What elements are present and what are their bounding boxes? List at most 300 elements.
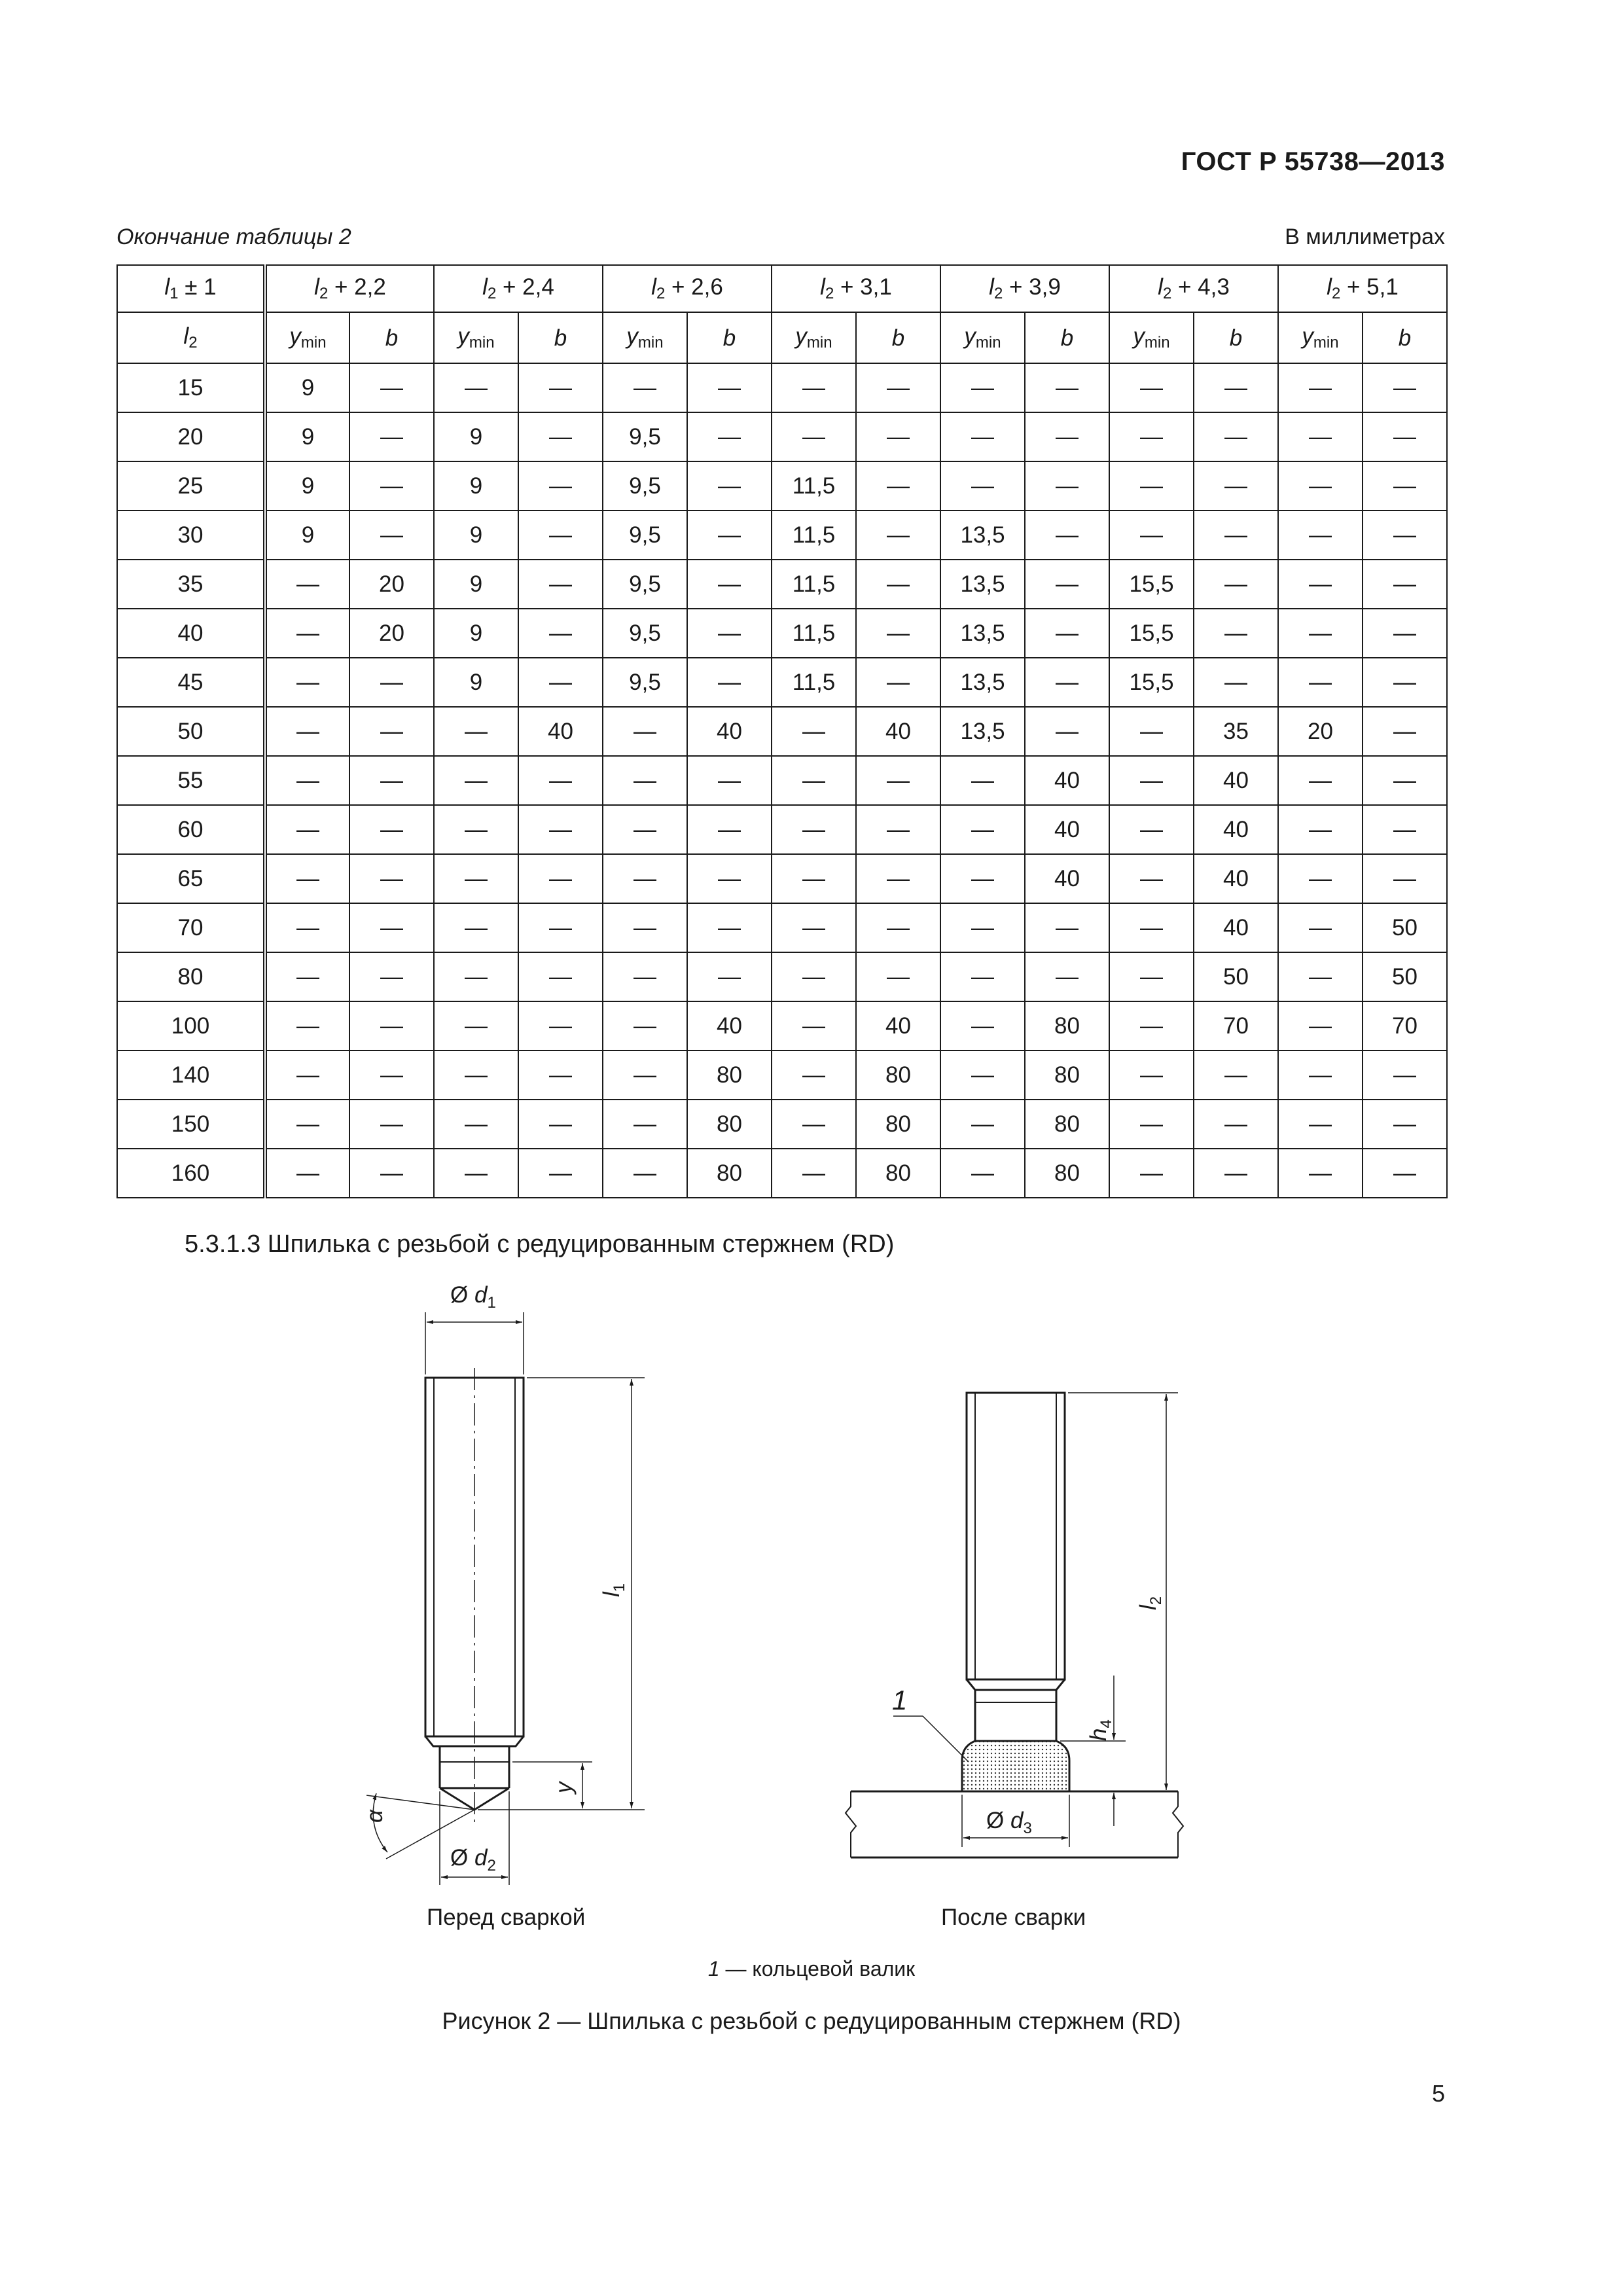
table-cell: —	[1025, 511, 1109, 560]
d1-label: Ø $d_1$	[450, 1282, 496, 1312]
table-cell: —	[434, 1149, 518, 1198]
row-l2-value: 15	[117, 363, 265, 412]
table-cell: —	[1278, 952, 1363, 1001]
table-cell: 50	[1363, 952, 1447, 1001]
table-cell: —	[603, 903, 687, 952]
y-label: y	[551, 1782, 577, 1793]
table-cell: —	[940, 854, 1025, 903]
table-cell: —	[1363, 756, 1447, 805]
table-cell: —	[518, 1001, 603, 1050]
table-cell: —	[265, 1001, 349, 1050]
table-cell: —	[518, 609, 603, 658]
table-row	[117, 1001, 1447, 1050]
symbol: l	[314, 274, 319, 300]
table-cell: —	[1109, 511, 1194, 560]
symbol-subscript: min	[806, 334, 832, 351]
table-cell: —	[434, 952, 518, 1001]
table-cell: 11,5	[772, 511, 856, 560]
table-cell: —	[434, 1050, 518, 1100]
symbol: y	[626, 323, 638, 349]
table-cell: —	[687, 658, 772, 707]
table-cell: —	[518, 412, 603, 461]
table-cell: —	[856, 952, 940, 1001]
symbol: b	[385, 325, 399, 351]
table-cell: —	[1278, 1050, 1363, 1100]
row-l2-value: 40	[117, 609, 265, 658]
table-cell: —	[349, 854, 434, 903]
table-cell: —	[687, 363, 772, 412]
table-cell: —	[518, 903, 603, 952]
table-cell: —	[1025, 461, 1109, 511]
row-l2-value: 50	[117, 707, 265, 756]
table-cell: 13,5	[940, 511, 1025, 560]
table-cell: —	[687, 756, 772, 805]
table-cell: —	[687, 903, 772, 952]
table-cell: 9,5	[603, 412, 687, 461]
table-cell: 40	[856, 1001, 940, 1050]
table-cell: —	[687, 854, 772, 903]
row-l2-value: 45	[117, 658, 265, 707]
table-cell: —	[1025, 609, 1109, 658]
table-cell: 11,5	[772, 461, 856, 511]
header-ymin	[434, 312, 518, 363]
table-cell: —	[1025, 952, 1109, 1001]
table-cell: —	[518, 511, 603, 560]
table-cell: —	[349, 1100, 434, 1149]
table-cell: 13,5	[940, 707, 1025, 756]
table-cell: 40	[1025, 805, 1109, 854]
table-cell: 13,5	[940, 658, 1025, 707]
table-row	[117, 854, 1447, 903]
table-cell: —	[1025, 412, 1109, 461]
header-b	[1194, 312, 1278, 363]
table-cell: —	[1025, 560, 1109, 609]
table-row	[117, 560, 1447, 609]
row-l2-value: 80	[117, 952, 265, 1001]
symbol-subscript: min	[1313, 334, 1339, 351]
table-cell: —	[1363, 609, 1447, 658]
table-cell: —	[518, 854, 603, 903]
table-cell: —	[1109, 756, 1194, 805]
table-cell: 80	[1025, 1100, 1109, 1149]
symbol-subscript: min	[637, 334, 664, 351]
header-ymin	[1278, 312, 1363, 363]
table-cell: —	[856, 412, 940, 461]
table-row	[117, 707, 1447, 756]
table-cell: —	[265, 1100, 349, 1149]
table-cell: —	[1363, 854, 1447, 903]
figure-legend	[0, 1957, 1623, 1981]
table-cell: —	[856, 461, 940, 511]
table-cell: 9,5	[603, 658, 687, 707]
table-cell: —	[687, 412, 772, 461]
table-cell: —	[940, 903, 1025, 952]
table-cell: 70	[1194, 1001, 1278, 1050]
table-cell: —	[1363, 1100, 1447, 1149]
figure-title: Рисунок 2 — Шпилька с резьбой с редуцированным стержнем (RD)	[442, 2007, 1181, 2034]
table-cell: —	[940, 1001, 1025, 1050]
legend-number: 1	[707, 1957, 720, 1981]
table-row	[117, 952, 1447, 1001]
table-cell: 40	[856, 707, 940, 756]
table-row	[117, 609, 1447, 658]
table-cell: —	[687, 805, 772, 854]
table-cell: —	[856, 363, 940, 412]
table-cell: —	[1194, 461, 1278, 511]
table-cell: —	[1194, 363, 1278, 412]
table-cell: —	[1194, 560, 1278, 609]
table-cell: —	[349, 903, 434, 952]
table-cell: —	[349, 756, 434, 805]
table-cell: —	[772, 756, 856, 805]
table-cell: 9	[265, 511, 349, 560]
table-cell: —	[265, 1149, 349, 1198]
table-cell: —	[940, 461, 1025, 511]
table-cell: —	[603, 805, 687, 854]
table-cell: —	[349, 412, 434, 461]
table-cell: —	[772, 707, 856, 756]
table-cell: —	[1278, 1100, 1363, 1149]
legend-text: — кольцевой валик	[719, 1957, 916, 1981]
table-cell: 40	[1194, 805, 1278, 854]
table-units-caption: В миллиметрах	[1285, 224, 1445, 249]
header-group-1: $l_2 + 2,2$	[265, 265, 434, 312]
symbol-subscript: 1	[169, 285, 179, 302]
header-group-3: $l_2 + 2,6$	[603, 265, 772, 312]
row-l2-value: 30	[117, 511, 265, 560]
symbol: y	[289, 323, 301, 349]
table-row	[117, 511, 1447, 560]
table-cell: —	[518, 952, 603, 1001]
table-cell: 9	[265, 461, 349, 511]
table-cell: 80	[856, 1100, 940, 1149]
table-cell: —	[856, 560, 940, 609]
l2-label: $l_2$	[1135, 1596, 1165, 1610]
symbol: y	[795, 323, 807, 349]
table-cell: —	[434, 363, 518, 412]
table-cell: —	[518, 805, 603, 854]
table-cell: —	[1363, 1050, 1447, 1100]
table-cell: —	[1363, 805, 1447, 854]
table-row	[117, 412, 1447, 461]
table-cell: —	[349, 363, 434, 412]
table-cell: —	[1109, 854, 1194, 903]
header-ymin	[1109, 312, 1194, 363]
stud-figure	[0, 1276, 1623, 1931]
table-cell: —	[772, 1149, 856, 1198]
table-cell: —	[1278, 1149, 1363, 1198]
header-b	[1363, 312, 1447, 363]
table-cell: —	[265, 658, 349, 707]
table-cell: 15,5	[1109, 609, 1194, 658]
header-group-2: $l_2 + 2,4$	[434, 265, 603, 312]
table-cell: —	[1109, 903, 1194, 952]
table-row	[117, 805, 1447, 854]
table-cell: —	[434, 1001, 518, 1050]
table-cell: —	[603, 363, 687, 412]
table-cell: —	[603, 1001, 687, 1050]
table-cell: —	[434, 903, 518, 952]
symbol: b	[1398, 325, 1412, 351]
header-group-4: $l_2 + 3,1$	[772, 265, 940, 312]
table-cell: 20	[349, 560, 434, 609]
table-cell: —	[518, 363, 603, 412]
table-cell: —	[1278, 609, 1363, 658]
header-b	[856, 312, 940, 363]
header-row-subcols	[117, 312, 1447, 363]
callout-1-label: 1	[892, 1685, 908, 1715]
table-cell: —	[349, 805, 434, 854]
table-cell: 80	[1025, 1149, 1109, 1198]
table-cell: —	[1194, 658, 1278, 707]
table-cell: —	[687, 609, 772, 658]
table-cell: 70	[1363, 1001, 1447, 1050]
table-cell: —	[1194, 609, 1278, 658]
table-cell: —	[1194, 1100, 1278, 1149]
header-b	[518, 312, 603, 363]
symbol: l	[164, 274, 170, 300]
table-cell: —	[518, 658, 603, 707]
table-cell: —	[434, 756, 518, 805]
table-cell: —	[349, 658, 434, 707]
table-cell: —	[349, 1149, 434, 1198]
symbol: l	[482, 274, 488, 300]
before-welding-label: Перед сваркой	[427, 1905, 586, 1930]
table-cell: —	[603, 756, 687, 805]
table-cell: —	[940, 952, 1025, 1001]
header-l1: $l_1 \pm 1$	[117, 265, 265, 312]
symbol-subscript: 2	[1162, 285, 1172, 302]
table-cell: —	[856, 658, 940, 707]
table-cell: —	[1194, 1050, 1278, 1100]
table-cell: —	[1194, 412, 1278, 461]
table-cell: 9	[434, 461, 518, 511]
table-row	[117, 756, 1447, 805]
header-b	[349, 312, 434, 363]
table-cell: —	[603, 1050, 687, 1100]
symbol: y	[457, 323, 469, 349]
table-row	[117, 1100, 1447, 1149]
table-cell: —	[940, 1050, 1025, 1100]
table-cell: —	[1363, 658, 1447, 707]
table-cell: 40	[1194, 756, 1278, 805]
table-cell: —	[856, 511, 940, 560]
table-cell: —	[603, 952, 687, 1001]
symbol: y	[1302, 323, 1313, 349]
table-cell: —	[603, 707, 687, 756]
symbol: y	[1133, 323, 1145, 349]
section-heading: 5.3.1.3 Шпилька с резьбой с редуцированным стержнем (RD)	[185, 1230, 895, 1258]
table-cell: —	[856, 903, 940, 952]
table-cell: —	[1363, 1149, 1447, 1198]
symbol: b	[891, 325, 905, 351]
table-row	[117, 658, 1447, 707]
table-cell: —	[1278, 511, 1363, 560]
table-cell: —	[1109, 1001, 1194, 1050]
table-cell: —	[349, 1050, 434, 1100]
symbol: b	[722, 325, 736, 351]
table-row	[117, 903, 1447, 952]
table-cell: 35	[1194, 707, 1278, 756]
table-cell: 9	[434, 511, 518, 560]
table-cell: —	[1109, 1050, 1194, 1100]
table-cell: —	[772, 805, 856, 854]
threaded-shank-after	[967, 1393, 1065, 1679]
d3-label: Ø $d_3$	[986, 1808, 1032, 1837]
row-l2-value: 160	[117, 1149, 265, 1198]
table-cell: —	[265, 756, 349, 805]
symbol-subscript: 2	[993, 285, 1003, 302]
table-cell: —	[1278, 658, 1363, 707]
table-cell: —	[856, 756, 940, 805]
table-cell: —	[518, 756, 603, 805]
table-cell: —	[940, 363, 1025, 412]
table-cell: —	[349, 511, 434, 560]
table-cell: —	[772, 903, 856, 952]
table-cell: —	[518, 1149, 603, 1198]
table-cell: 9,5	[603, 511, 687, 560]
table-row	[117, 461, 1447, 511]
table-cell: —	[1109, 707, 1194, 756]
table-cell: 40	[1025, 854, 1109, 903]
symbol: l	[651, 274, 656, 300]
header-ymin	[265, 312, 349, 363]
table-cell: —	[518, 560, 603, 609]
table-cell: —	[940, 756, 1025, 805]
table-cell: —	[1278, 461, 1363, 511]
symbol-subscript: 2	[487, 285, 497, 302]
table-cell: —	[518, 1050, 603, 1100]
table-cell: —	[772, 1050, 856, 1100]
l1-label: $l_1$	[599, 1583, 628, 1597]
symbol: l	[183, 323, 189, 349]
table-cell: 9,5	[603, 560, 687, 609]
row-l2-value: 25	[117, 461, 265, 511]
table-cell: —	[265, 854, 349, 903]
table-cell: —	[1109, 412, 1194, 461]
table-cell: —	[1025, 658, 1109, 707]
table-cell: —	[1363, 511, 1447, 560]
table-cell: 80	[687, 1149, 772, 1198]
table-cell: —	[856, 854, 940, 903]
symbol-subscript: min	[300, 334, 327, 351]
symbol: b	[1060, 325, 1074, 351]
row-l2-value: 60	[117, 805, 265, 854]
table-cell: —	[1109, 1149, 1194, 1198]
symbol-subscript: 2	[1331, 285, 1341, 302]
symbol-subscript: min	[469, 334, 495, 351]
header-row-groups	[117, 265, 1447, 312]
table-cell: 11,5	[772, 658, 856, 707]
table-cell: 80	[1025, 1001, 1109, 1050]
header-l2	[117, 312, 265, 363]
table-cell: 9	[434, 560, 518, 609]
page-number: 5	[1431, 2080, 1445, 2107]
table-cell: 11,5	[772, 609, 856, 658]
table-row	[117, 363, 1447, 412]
symbol: l	[1327, 274, 1332, 300]
table-cell: —	[349, 461, 434, 511]
table-cell: —	[1109, 363, 1194, 412]
table-cell: —	[265, 609, 349, 658]
row-l2-value: 150	[117, 1100, 265, 1149]
table-cell: —	[772, 1001, 856, 1050]
symbol: b	[554, 325, 567, 351]
table-cell: —	[603, 1100, 687, 1149]
table-cell: 80	[687, 1100, 772, 1149]
table-cell: 9	[265, 412, 349, 461]
table-cell: —	[1278, 903, 1363, 952]
table-cell: —	[265, 560, 349, 609]
row-l2-value: 100	[117, 1001, 265, 1050]
table-cell: —	[1194, 511, 1278, 560]
table-cell: —	[434, 1100, 518, 1149]
row-l2-value: 70	[117, 903, 265, 952]
row-l2-value: 35	[117, 560, 265, 609]
table-cell: 9	[434, 658, 518, 707]
table-cell: 15,5	[1109, 560, 1194, 609]
table-cell: —	[772, 1100, 856, 1149]
symbol-subscript: 2	[656, 285, 666, 302]
table-cell: —	[856, 609, 940, 658]
symbol-subscript: min	[1144, 334, 1170, 351]
table-cell: 80	[687, 1050, 772, 1100]
table-cell: —	[1363, 412, 1447, 461]
d2-label: Ø $d_2$	[450, 1845, 496, 1874]
symbol-subscript: 2	[319, 285, 329, 302]
table-cell: —	[1025, 707, 1109, 756]
table-cell: —	[1363, 363, 1447, 412]
symbol: b	[1229, 325, 1243, 351]
header-group-7: $l_2 + 5,1$	[1278, 265, 1447, 312]
table-cell: —	[772, 952, 856, 1001]
table-cell: —	[1194, 1149, 1278, 1198]
table-cell: 50	[1363, 903, 1447, 952]
table-cell: 13,5	[940, 609, 1025, 658]
table-cell: —	[265, 707, 349, 756]
alpha-label: α	[362, 1810, 387, 1823]
table-cell: —	[603, 1149, 687, 1198]
table-cell: —	[687, 952, 772, 1001]
dimensions-table	[116, 264, 1448, 1198]
symbol-subscript: 2	[825, 285, 834, 302]
table-cell: —	[940, 1100, 1025, 1149]
table-cell: —	[1278, 1001, 1363, 1050]
table-cell: 9	[434, 609, 518, 658]
table-cell: —	[1109, 952, 1194, 1001]
after-welding-label: После сварки	[941, 1905, 1086, 1930]
table-cell: 13,5	[940, 560, 1025, 609]
standard-number: ГОСТ Р 55738—2013	[1181, 147, 1445, 176]
table-cell: —	[518, 1100, 603, 1149]
table-cell: 9	[265, 363, 349, 412]
table-cell: —	[1278, 854, 1363, 903]
table-cell: —	[1025, 363, 1109, 412]
table-cell: —	[434, 805, 518, 854]
table-continuation-caption: Окончание таблицы 2	[116, 224, 351, 249]
table-cell: —	[772, 412, 856, 461]
symbol: l	[989, 274, 994, 300]
table-cell: —	[1363, 461, 1447, 511]
table-cell: —	[349, 952, 434, 1001]
symbol: l	[820, 274, 825, 300]
table-cell: —	[940, 412, 1025, 461]
header-b	[687, 312, 772, 363]
weld-collar	[962, 1741, 1069, 1791]
symbol-subscript: min	[975, 334, 1001, 351]
table-cell: 9	[434, 412, 518, 461]
table-cell: —	[1363, 707, 1447, 756]
